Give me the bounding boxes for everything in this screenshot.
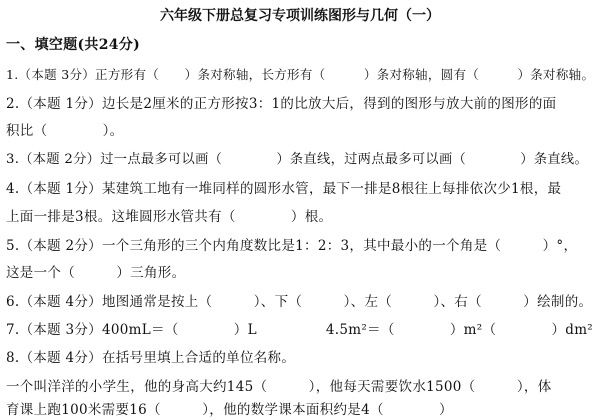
question-2-continued: 积比（ ）。: [6, 123, 124, 139]
question-8-body-line-1: 一个叫洋洋的小学生，他的身高大约145（ ），他每天需要饮水1500（ ），体: [6, 379, 552, 395]
question-5-continued: 这是一个（ ）三角形。: [6, 265, 186, 281]
question-1-line: 1.（本题 3分）正方形有（ ）条对称轴，长方形有（ ）条对称轴，圆有（ ）条对称轴。: [6, 67, 595, 82]
question-5-line: 5.（本题 2分）一个三角形的三个内角度数比是1：2：3，其中最小的一个角是（ ）°，: [6, 238, 578, 254]
question-2-line: 2.（本题 1分）边长是2厘米的正方形按3：1的比放大后，得到的图形与放大前的图形的面: [6, 96, 557, 112]
question-6-line: 6.（本题 4分）地图通常是按上（ ）、下（ ）、左（ ）、右（ ）绘制的。: [6, 294, 593, 310]
worksheet-title: 六年级下册总复习专项训练图形与几何（一）: [160, 8, 440, 24]
section-heading: 一、填空题(共24分): [6, 37, 141, 53]
question-3-line: 3.（本题 2分）过一点最多可以画（ ）条直线，过两点最多可以画（ ）条直线。: [6, 152, 589, 167]
question-7-line: 7.（本题 3分）400mL＝（ ）L 4.5m²＝（ ）m²（ ）dm²: [6, 322, 594, 338]
question-4-continued: 上面一排是3根。这堆圆形水管共有（ ）根。: [6, 209, 333, 225]
question-4-line: 4.（本题 1分）某建筑工地有一堆同样的圆形水管，最下一排是8根往上每排依次少1根，最: [6, 181, 562, 197]
question-8-body-line-2: 育课上跑100米需要16（ ），他的数学课本面积约是4（ ）: [6, 402, 453, 418]
question-8-line: 8.（本题 4分）在括号里填上合适的单位名称。: [6, 350, 296, 366]
